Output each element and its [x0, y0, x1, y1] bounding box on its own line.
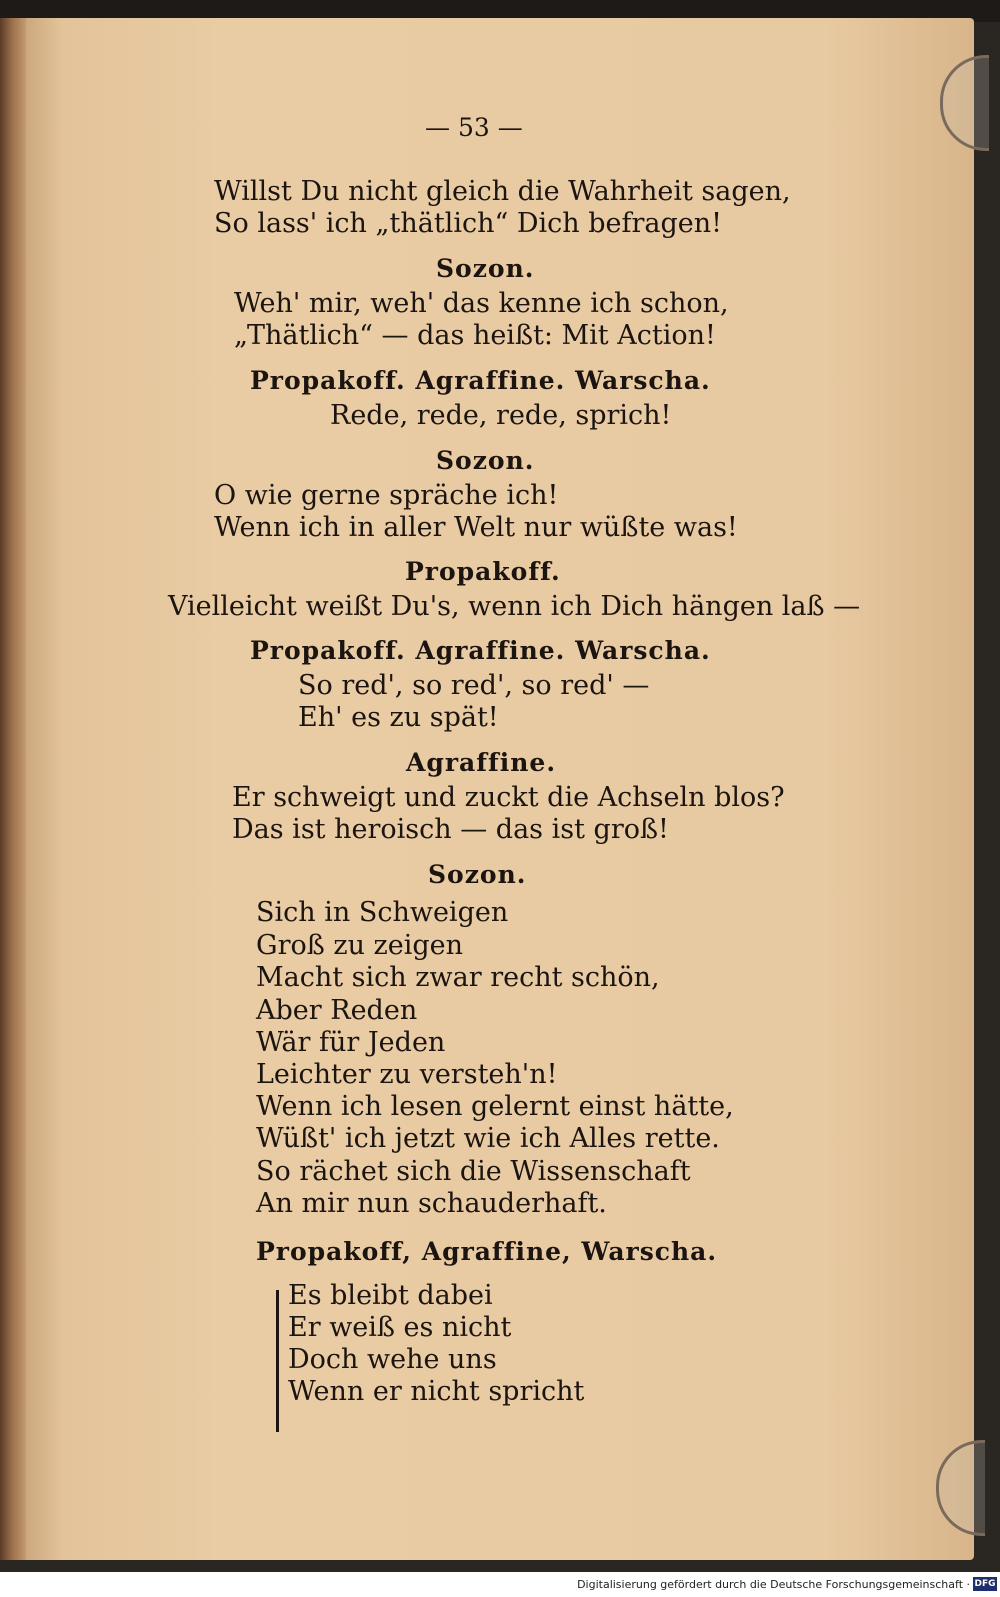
verse-line: An mir nun schauderhaft. — [256, 1188, 607, 1219]
verse-line: Er weiß es nicht — [288, 1312, 512, 1343]
verse-line: Vielleicht weißt Du's, wenn ich Dich hängen laß — — [168, 591, 861, 622]
speaker-name: Propakoff. Agraffine. Warscha. — [250, 636, 711, 665]
verse-line: So rächet sich die Wissenschaft — [256, 1156, 691, 1187]
verse-line: Es bleibt dabei — [288, 1280, 493, 1311]
speaker-name: Sozon. — [436, 254, 535, 283]
digitization-footer — [0, 1572, 1000, 1597]
verse-line: O wie gerne spräche ich! — [214, 480, 559, 511]
speaker-name: Propakoff, Agraffine, Warscha. — [256, 1237, 718, 1266]
verse-line: Leichter zu versteh'n! — [256, 1059, 558, 1090]
verse-line: Das ist heroisch — das ist groß! — [232, 814, 669, 845]
verse-line: Weh' mir, weh' das kenne ich schon, — [234, 288, 729, 319]
verse-line: Wenn ich in aller Welt nur wüßte was! — [214, 512, 738, 543]
verse-line: Doch wehe uns — [288, 1344, 497, 1375]
speaker-name: Propakoff. — [405, 557, 561, 586]
verse-line: So red', so red', so red' — — [298, 670, 650, 701]
verse-line: Aber Reden — [256, 995, 418, 1026]
verse-line: So lass' ich „thätlich“ Dich befragen! — [214, 208, 722, 239]
verse-line: Groß zu zeigen — [256, 930, 464, 961]
speaker-name: Sozon. — [436, 446, 535, 475]
verse-line: Rede, rede, rede, sprich! — [330, 400, 672, 431]
verse-line: Eh' es zu spät! — [298, 702, 499, 733]
dfg-logo-icon: DFG — [974, 1579, 996, 1589]
verse-line: „Thätlich“ — das heißt: Mit Action! — [234, 320, 716, 351]
chorus-bracket — [276, 1290, 279, 1432]
verse-line: Wenn ich lesen gelernt einst hätte, — [256, 1091, 734, 1122]
speaker-name: Agraffine. — [406, 748, 557, 777]
verse-line: Wär für Jeden — [256, 1027, 446, 1058]
verse-line: Sich in Schweigen — [256, 897, 509, 928]
footer-credit: Digitalisierung gefördert durch die Deutsche Forschungsgemeinschaft · — [577, 1578, 970, 1591]
speaker-name: Sozon. — [428, 860, 527, 889]
verse-line: Wüßt' ich jetzt wie ich Alles rette. — [256, 1123, 720, 1154]
verse-line: Willst Du nicht gleich die Wahrheit sagen, — [214, 176, 791, 207]
verse-line: Er schweigt und zuckt die Achseln blos? — [232, 782, 785, 813]
speaker-name: Propakoff. Agraffine. Warscha. — [250, 366, 711, 395]
page-number: — 53 — — [425, 113, 523, 142]
verse-line: Wenn er nicht spricht — [288, 1376, 585, 1407]
verse-line: Macht sich zwar recht schön, — [256, 962, 660, 993]
